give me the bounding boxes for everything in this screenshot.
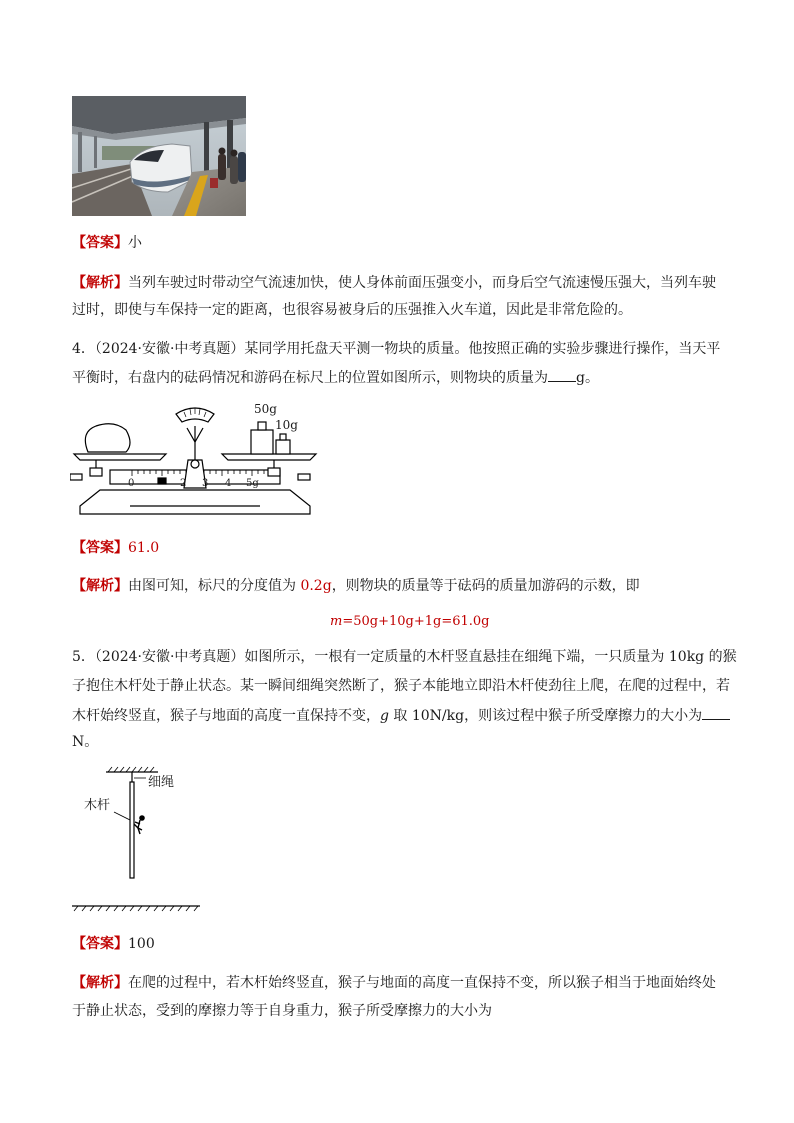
train-photo-drawing <box>72 96 246 216</box>
q4-formula <box>330 615 490 629</box>
analysis-tag: 【解析】 <box>72 578 128 594</box>
q5-analysis-line1 <box>72 976 716 990</box>
q3-analysis-text1: 当列车驶过时带动空气流速加快，使人身体前面压强变小，而身后空气流速慢压强大，当列车驶 <box>128 275 716 291</box>
q4-analysis-value: 0.2g <box>300 578 332 594</box>
q5-stem-line4: N。 <box>72 734 99 750</box>
q4-answer-blank <box>548 369 576 382</box>
q5-stem-line2: 子抱住木杆处于静止状态。某一瞬间细绳突然断了，猴子本能地立即沿木杆使劲往上爬，在爬的过程中，若 <box>72 678 730 694</box>
q3-analysis-text2: 过时，即使与车保持一定的距离，也很容易被身后的压强推入火车道，因此是非常危险的。 <box>72 302 632 318</box>
q5-stem-text-b: 取 10N/kg，则该过程中猴子所受摩擦力的大小为 <box>388 708 703 724</box>
scale-label-1 <box>157 478 163 489</box>
formula-variable-m: m <box>330 614 343 629</box>
q4-analysis-text-a: 由图可知，标尺的分度值为 <box>128 578 301 594</box>
q5-analysis-text1: 在爬的过程中，若木杆始终竖直，猴子与地面的高度一直保持不变，所以猴子相当于地面始终处 <box>128 975 716 991</box>
q4-analysis-text-b: ，则物块的质量等于砝码的质量加游码的示数，即 <box>331 578 640 594</box>
q4-answer-value: 61.0 <box>128 540 160 556</box>
balance-drawing <box>70 398 320 520</box>
scale-label-3: 3 <box>202 478 209 489</box>
q3-analysis-line2 <box>72 303 632 317</box>
train-photo <box>72 96 246 216</box>
q4-answer-line <box>72 541 159 555</box>
analysis-tag: 【解析】 <box>72 975 128 991</box>
q4-analysis-line <box>72 579 640 593</box>
q3-answer-line <box>72 236 142 250</box>
q5-analysis-line2: 于静止状态，受到的摩擦力等于自身重力，猴子所受摩擦力的大小为 <box>72 1003 492 1019</box>
q5-g-symbol: g <box>380 708 389 724</box>
answer-tag: 【答案】 <box>72 936 128 952</box>
rope-label: 细绳 <box>148 775 175 790</box>
q3-analysis-line1 <box>72 276 716 290</box>
q4-stem-unit: g。 <box>576 370 599 386</box>
scale-label-2: 2 <box>180 478 187 489</box>
analysis-tag: 【解析】 <box>72 275 128 291</box>
weight-10g-label: 10g <box>275 418 298 432</box>
q4-stem-line1: 4．（2024·安徽·中考真题）某同学用托盘天平测一物块的质量。他按照正确的实验步骤进行操作，当天平 <box>72 341 721 357</box>
answer-tag: 【答案】 <box>72 235 128 251</box>
q5-stem-line3 <box>72 707 730 723</box>
weight-50g-label: 50g <box>254 402 277 416</box>
q5-answer-blank <box>702 707 730 720</box>
scale-label-0: 0 <box>128 478 135 489</box>
q4-stem-text: 平衡时，右盘内的砝码情况和游码在标尺上的位置如图所示，则物块的质量为 <box>72 370 548 386</box>
q5-stem-text-a: 木杆始终竖直，猴子与地面的高度一直保持不变， <box>72 708 380 724</box>
formula-expression: =50g+10g+1g=61.0g <box>342 614 490 629</box>
q4-stem-line2 <box>72 369 599 385</box>
balance-figure <box>70 398 320 520</box>
rod-figure <box>72 764 202 914</box>
q5-stem-line1: 5．（2024·安徽·中考真题）如图所示，一根有一定质量的木杆竖直悬挂在细绳下端，一只质量为 10kg 的猴 <box>72 649 737 665</box>
scale-label-4: 4 <box>225 478 232 489</box>
rod-drawing <box>72 764 202 914</box>
q3-answer-value: 小 <box>128 235 142 251</box>
scale-label-5g: 5g <box>246 478 259 489</box>
rod-label: 木杆 <box>84 798 111 813</box>
q5-answer-value: 100 <box>128 936 155 952</box>
answer-tag: 【答案】 <box>72 540 128 556</box>
q5-answer-line <box>72 937 155 951</box>
